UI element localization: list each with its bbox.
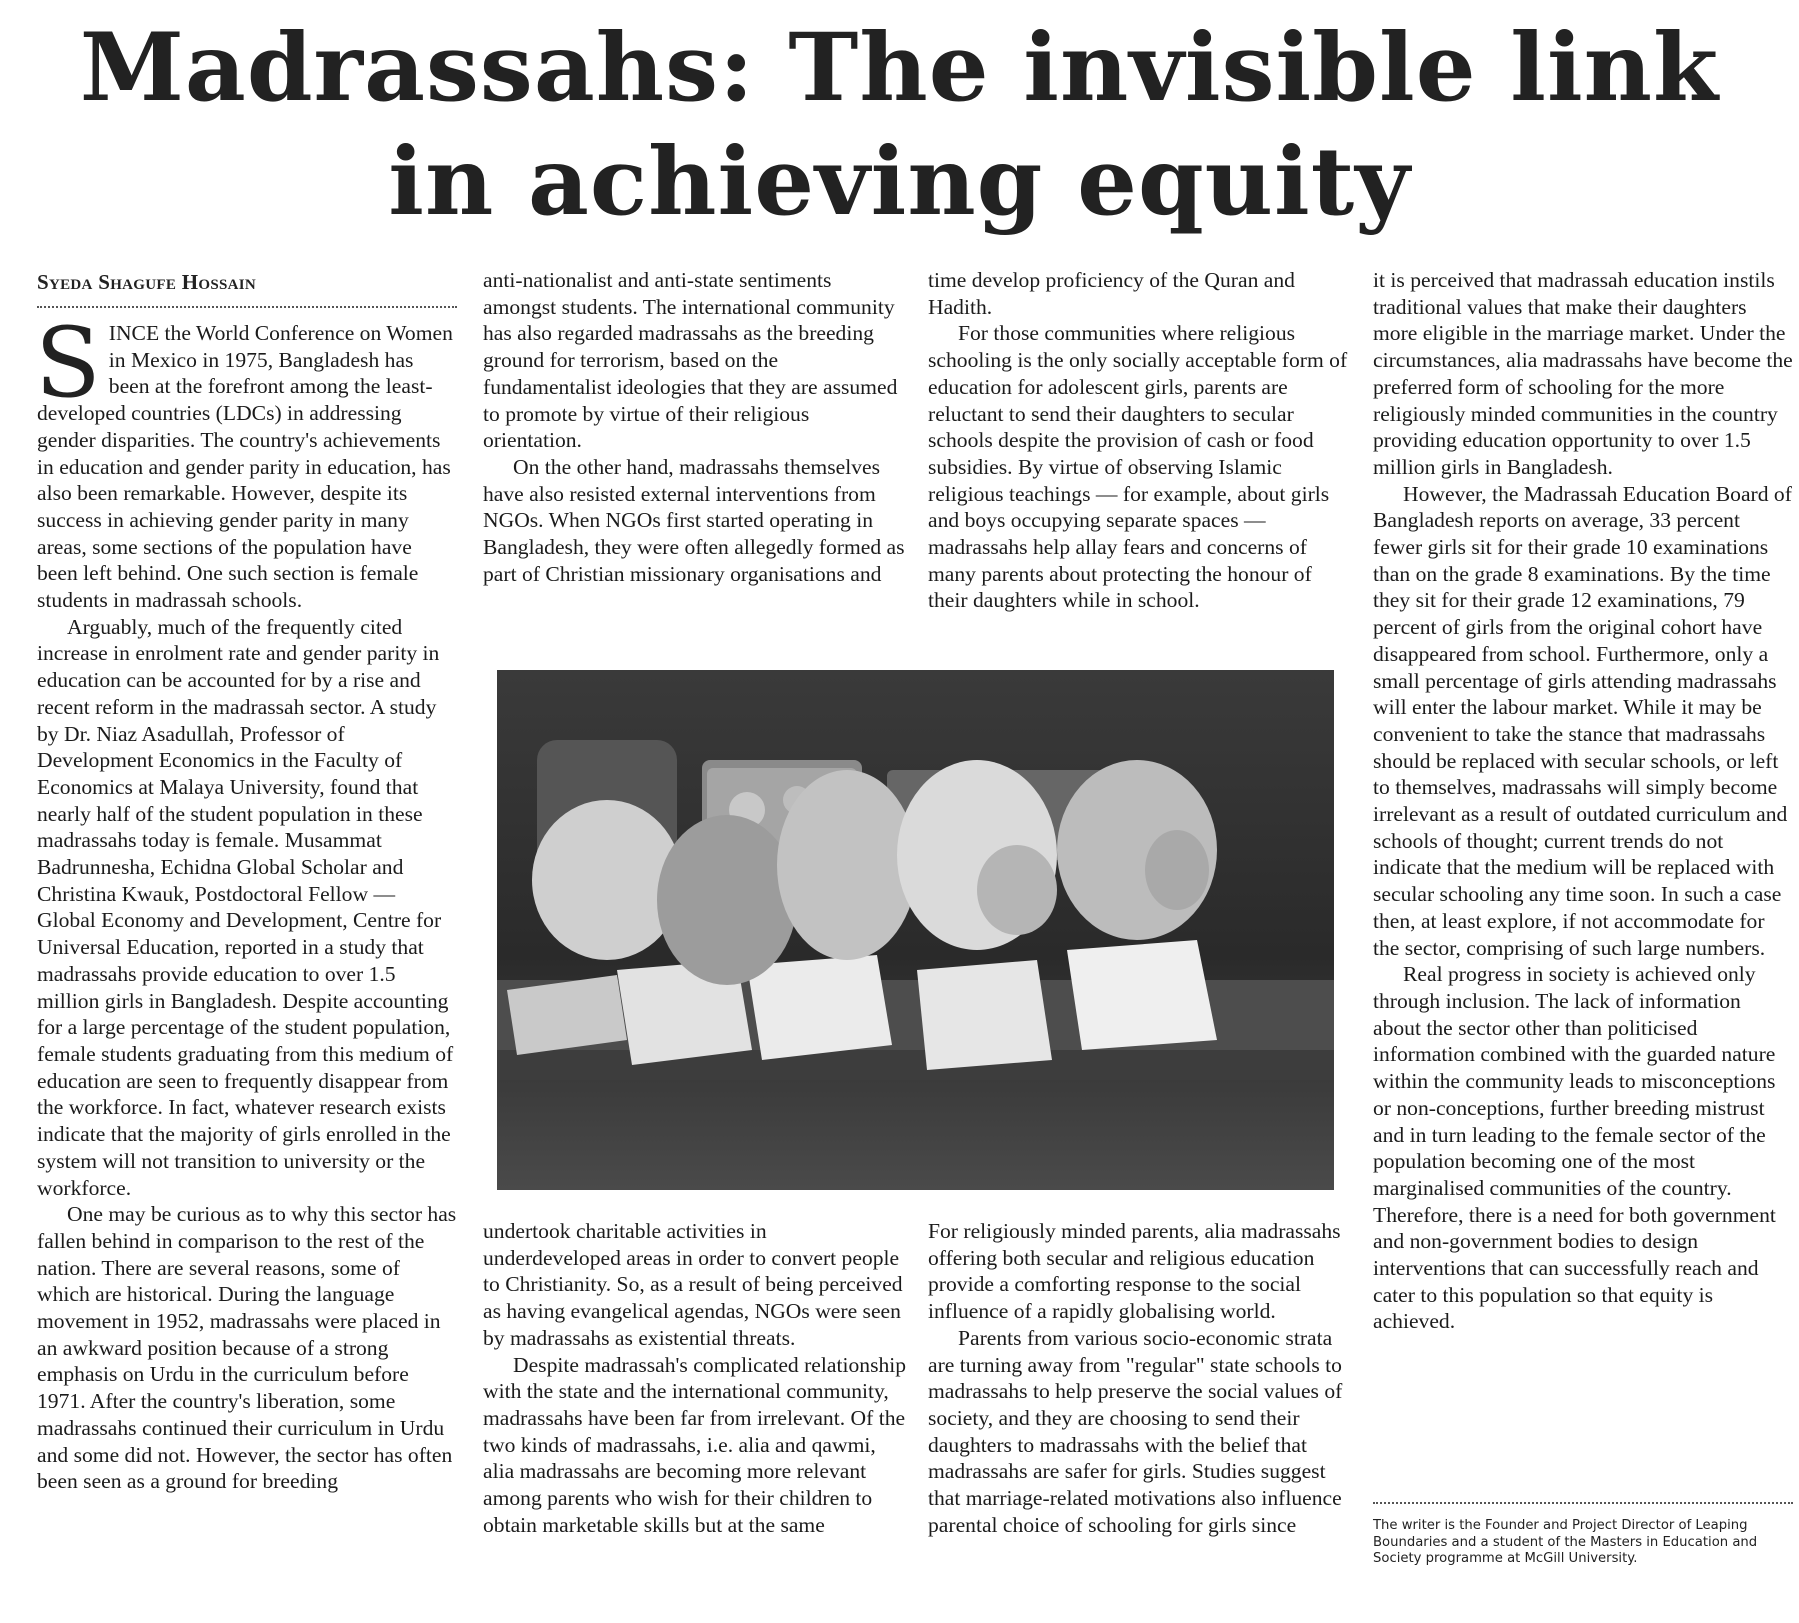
byline: Syeda Shagufe Hossain xyxy=(37,270,457,308)
column-3-top xyxy=(928,267,1356,614)
headline-line-1: Madrassahs: The invisible link xyxy=(79,13,1720,123)
paragraph: Parents from various socio-economic strata are turning away from "regular" state schools to madrassahs to help preserve the social values of society, and they are choosing to send their daughters to madrassahs with the belief that madrassahs are safer for girls. Studies suggest that marriage-related motivations also influence parental choice of schooling for girls since xyxy=(928,1325,1343,1537)
paragraph: One may be curious as to why this sector has fallen behind in comparison to the rest of the nation. There are several reasons, some of which are historical. During the language movement in 1952, madrassahs were placed in an awkward position because of a strong emphasis on Urdu in the curriculum before 1971. After the country's liberation, some madrassahs continued their curriculum in Urdu and some did not. However, the sector has often been seen as a ground for breeding xyxy=(37,1202,457,1494)
paragraph: Despite madrassah's complicated relationship with the state and the international community, madrassahs have been far from irrelevant. Of the two kinds of madrassahs, i.e. alia and qawmi, alia madrassahs are becoming more relevant among parents who wish for their children to obtain marketable skills but at the same xyxy=(483,1352,907,1537)
paragraph: it is perceived that madrassah education instils traditional values that make their daughters more eligible in the marriage market. Under the circumstances, alia madrassahs have become the preferred form of schooling for the more religiously minded communities in the country providing education opportunity to over 1.5 million girls in Bangladesh. xyxy=(1373,268,1793,479)
paragraph: time develop proficiency of the Quran and Hadith. xyxy=(928,268,1295,319)
column-1 xyxy=(35,307,457,1495)
headline-line-2: in achieving equity xyxy=(388,127,1411,237)
paragraph: undertook charitable activities in underdeveloped areas in order to convert people to Christianity. So, as a result of being perceived as having evangelical agendas, NGOs were seen by madrassahs as existential threats. xyxy=(483,1219,903,1350)
paragraph: On the other hand, madrassahs themselves have also resisted external interventions from NGOs. When NGOs first started operating in Bangladesh, they were often allegedly formed as part of Christian missionary organisations and xyxy=(483,454,905,586)
paragraph: anti-nationalist and anti-state sentiments amongst students. The international community has also regarded madrassahs as the breeding ground for terrorism, based on the fundamentalist ideologies that they are assumed to promote by virtue of their religious orientation. xyxy=(483,268,898,453)
drop-cap: S xyxy=(35,307,101,419)
paragraph: SINCE the World Conference on Women in Mexico in 1975, Bangladesh has been at the forefront among the least-developed countries (LDCs) in addressing gender disparities. The country's achievements in education and gender parity in education, has also been remarkable. However, despite its success in achieving gender parity in many areas, some sections of the population have been left behind. One such section is female students in madrassah schools. xyxy=(35,307,453,613)
column-4 xyxy=(1373,267,1793,1335)
column-3-bottom xyxy=(928,1218,1356,1538)
paragraph: For religiously minded parents, alia madrassahs offering both secular and religious education provide a comforting response to the social influence of a rapidly globalising world. xyxy=(928,1219,1341,1324)
paragraph: For those communities where religious schooling is the only socially acceptable form of education for adolescent girls, parents are reluctant to send their daughters to secular schools despite the provision of cash or food subsidies. By virtue of observing Islamic religious teachings — for example, about girls and boys occupying separate spaces — madrassahs help allay fears and concerns of many parents about protecting the honour of their daughters while in school. xyxy=(928,321,1348,613)
column-2-top xyxy=(483,267,908,587)
article-photo xyxy=(497,670,1334,1190)
headline xyxy=(0,0,1799,270)
photo-madrassah-girls-reading-icon xyxy=(497,670,1334,1190)
paragraph: Arguably, much of the frequently cited increase in enrolment rate and gender parity in education can be accounted for by a rise and recent reform in the madrassah sector. A study by Dr. Niaz Asadullah, Professor of Development Economics in the Faculty of Economics at Malaya University, found that nearly half of the student population in these madrassahs today is female. Musammat Badrunnesha, Echidna Global Scholar and Christina Kwauk, Postdoctoral Fellow — Global Economy and Development, Centre for Universal Education, reported in a study that madrassahs provide education to over 1.5 million girls in Bangladesh. Despite accounting for a large percentage of the student population, female students graduating from this medium of education are seen to frequently disappear from the workforce. In fact, whatever research exists indicate that the majority of girls enrolled in the system will not transition to university or the workforce. xyxy=(37,614,454,1200)
column-2-bottom xyxy=(483,1218,908,1538)
paragraph: However, the Madrassah Education Board of Bangladesh reports on average, 33 percent fewer girls sit for their grade 10 examinations than on the grade 8 examinations. By the time they sit for their grade 12 examinations, 79 percent of girls from the original cohort have disappeared from school. Furthermore, only a small percentage of girls attending madrassahs will enter the labour market. While it may be convenient to take the stance that madrassahs should be replaced with secular schools, or left to themselves, madrassahs will simply become irrelevant as a result of outdated curriculum and schools of thought; current trends do not indicate that the medium will be replaced with secular schooling any time soon. In such a case then, at least explore, if not accommodate for the sector, comprising of such large numbers. xyxy=(1373,481,1792,960)
author-note: The writer is the Founder and Project Director of Leaping Boundaries and a student of the Masters in Education and Society programme at McGill University. xyxy=(1373,1502,1793,1568)
paragraph: Real progress in society is achieved only through inclusion. The lack of information about the sector other than politicised information combined with the guarded nature within the community leads to misconceptions or non-conceptions, further breeding mistrust and in turn leading to the female sector of the population becoming one of the most marginalised communities of the country. Therefore, there is a need for both government and non-government bodies to design interventions that can successfully reach and cater to this population so that equity is achieved. xyxy=(1373,962,1776,1334)
